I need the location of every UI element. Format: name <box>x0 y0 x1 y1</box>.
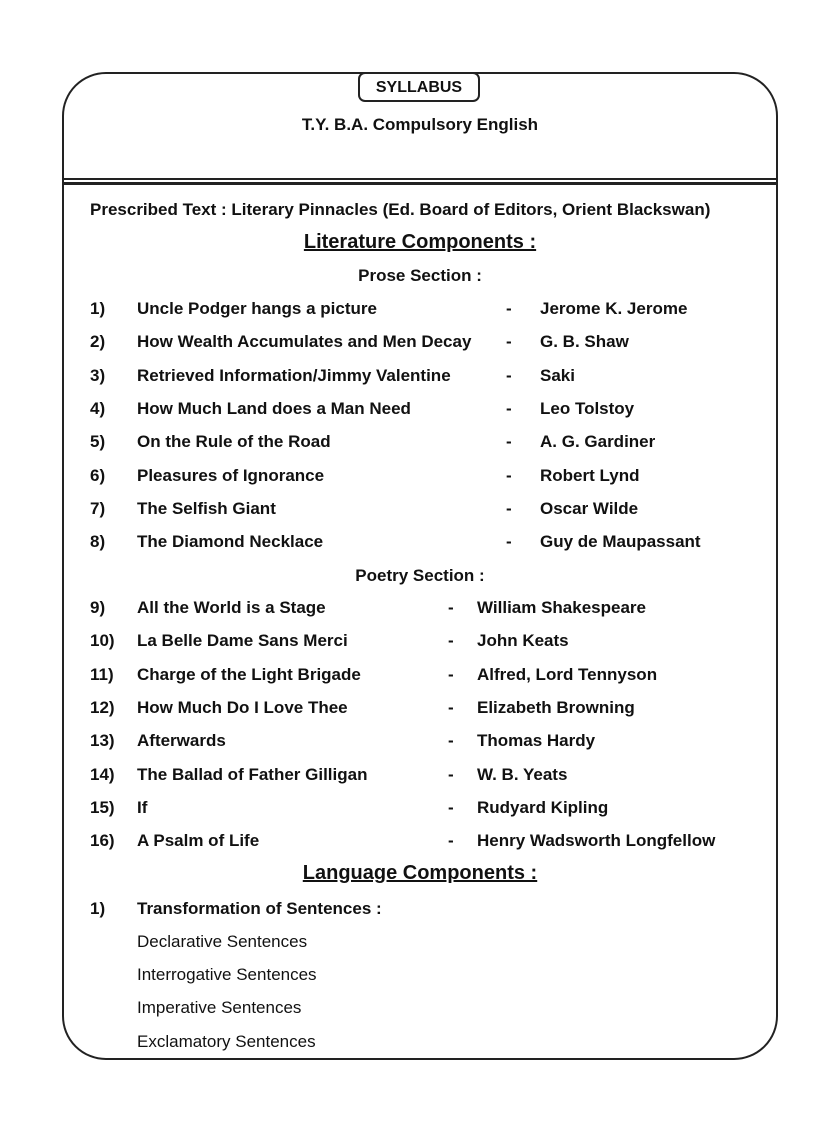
language-item-title: Transformation of Sentences : <box>137 899 382 918</box>
item-title: Uncle Podger hangs a picture <box>137 299 377 318</box>
item-title: How Much Land does a Man Need <box>137 398 411 418</box>
sub-item: Exclamatory Sentences <box>137 1032 316 1051</box>
item-number: 7) <box>90 498 106 518</box>
course-title: T.Y. B.A. Compulsory English <box>301 115 539 134</box>
item-dash: - <box>448 631 454 651</box>
item-dash: - <box>506 398 512 418</box>
item-dash: - <box>448 598 454 617</box>
item-number: 10) <box>90 631 115 651</box>
item-author: W. B. Yeats <box>477 764 568 784</box>
divider-thin <box>62 178 778 180</box>
item-author: Guy de Maupassant <box>540 532 701 552</box>
sub-item: Declarative Sentences <box>137 932 308 951</box>
item-dash: - <box>506 432 512 452</box>
divider-thick <box>62 182 778 185</box>
item-author: Elizabeth Browning <box>477 697 635 717</box>
item-number: 4) <box>90 398 106 418</box>
item-title: On the Rule of the Road <box>137 432 331 452</box>
item-dash: - <box>506 465 512 485</box>
item-dash: - <box>506 532 512 552</box>
item-title: Retrieved Information/Jimmy Valentine <box>137 365 451 385</box>
item-dash: - <box>506 299 512 318</box>
item-title: How Wealth Accumulates and Men Decay <box>137 332 472 352</box>
item-title: If <box>137 797 148 817</box>
item-title: A Psalm of Life <box>137 831 260 851</box>
item-number: 5) <box>90 432 106 452</box>
item-title: La Belle Dame Sans Merci <box>137 631 348 651</box>
item-dash: - <box>448 731 454 751</box>
item-number: 11) <box>90 664 114 684</box>
item-title: Afterwards <box>137 731 226 751</box>
item-dash: - <box>448 797 454 817</box>
item-author: Jerome K. Jerome <box>540 299 688 318</box>
language-item-number: 1) <box>90 899 106 918</box>
item-number: 16) <box>90 831 115 851</box>
item-author: Henry Wadsworth Longfellow <box>477 831 716 851</box>
item-author: G. B. Shaw <box>540 332 629 352</box>
item-number: 14) <box>90 764 115 784</box>
item-title: The Diamond Necklace <box>137 532 324 552</box>
prose-section-heading: Prose Section : <box>358 266 482 285</box>
item-dash: - <box>506 365 512 385</box>
item-number: 6) <box>90 465 106 485</box>
item-dash: - <box>448 697 454 717</box>
item-title: The Ballad of Father Gilligan <box>137 764 368 784</box>
item-author: Oscar Wilde <box>540 498 639 518</box>
sub-item: Imperative Sentences <box>137 998 302 1017</box>
poetry-section-heading: Poetry Section : <box>355 566 485 585</box>
item-title: The Selfish Giant <box>137 498 276 518</box>
item-dash: - <box>448 764 454 784</box>
item-number: 13) <box>90 731 115 751</box>
item-number: 1) <box>90 299 106 318</box>
item-number: 12) <box>90 697 115 717</box>
item-author: Alfred, Lord Tennyson <box>477 664 658 684</box>
item-number: 8) <box>90 532 106 552</box>
item-number: 9) <box>90 598 106 617</box>
item-title: All the World is a Stage <box>137 598 326 617</box>
item-author: A. G. Gardiner <box>540 432 656 452</box>
language-heading: Language Components : <box>302 862 538 884</box>
item-author: Saki <box>540 365 575 385</box>
item-number: 15) <box>90 797 115 817</box>
item-dash: - <box>506 332 512 352</box>
item-author: Thomas Hardy <box>477 731 596 751</box>
item-dash: - <box>448 664 454 684</box>
item-dash: - <box>448 831 454 851</box>
item-author: Robert Lynd <box>540 465 640 485</box>
item-author: William Shakespeare <box>477 598 646 617</box>
item-dash: - <box>506 498 512 518</box>
item-number: 3) <box>90 365 106 385</box>
item-author: Leo Tolstoy <box>540 398 635 418</box>
item-title: Charge of the Light Brigade <box>137 664 361 684</box>
literature-heading: Literature Components : <box>303 231 537 253</box>
item-number: 2) <box>90 332 106 352</box>
prescribed-text: Prescribed Text : Literary Pinnacles (Ed. Board of Editors, Orient Blackswan) <box>90 200 711 219</box>
item-title: Pleasures of Ignorance <box>137 465 325 485</box>
item-title: How Much Do I Love Thee <box>137 697 348 717</box>
sub-item: Interrogative Sentences <box>137 965 317 984</box>
syllabus-badge: SYLLABUS <box>358 72 480 102</box>
item-author: Rudyard Kipling <box>477 797 609 817</box>
item-author: John Keats <box>477 631 569 651</box>
